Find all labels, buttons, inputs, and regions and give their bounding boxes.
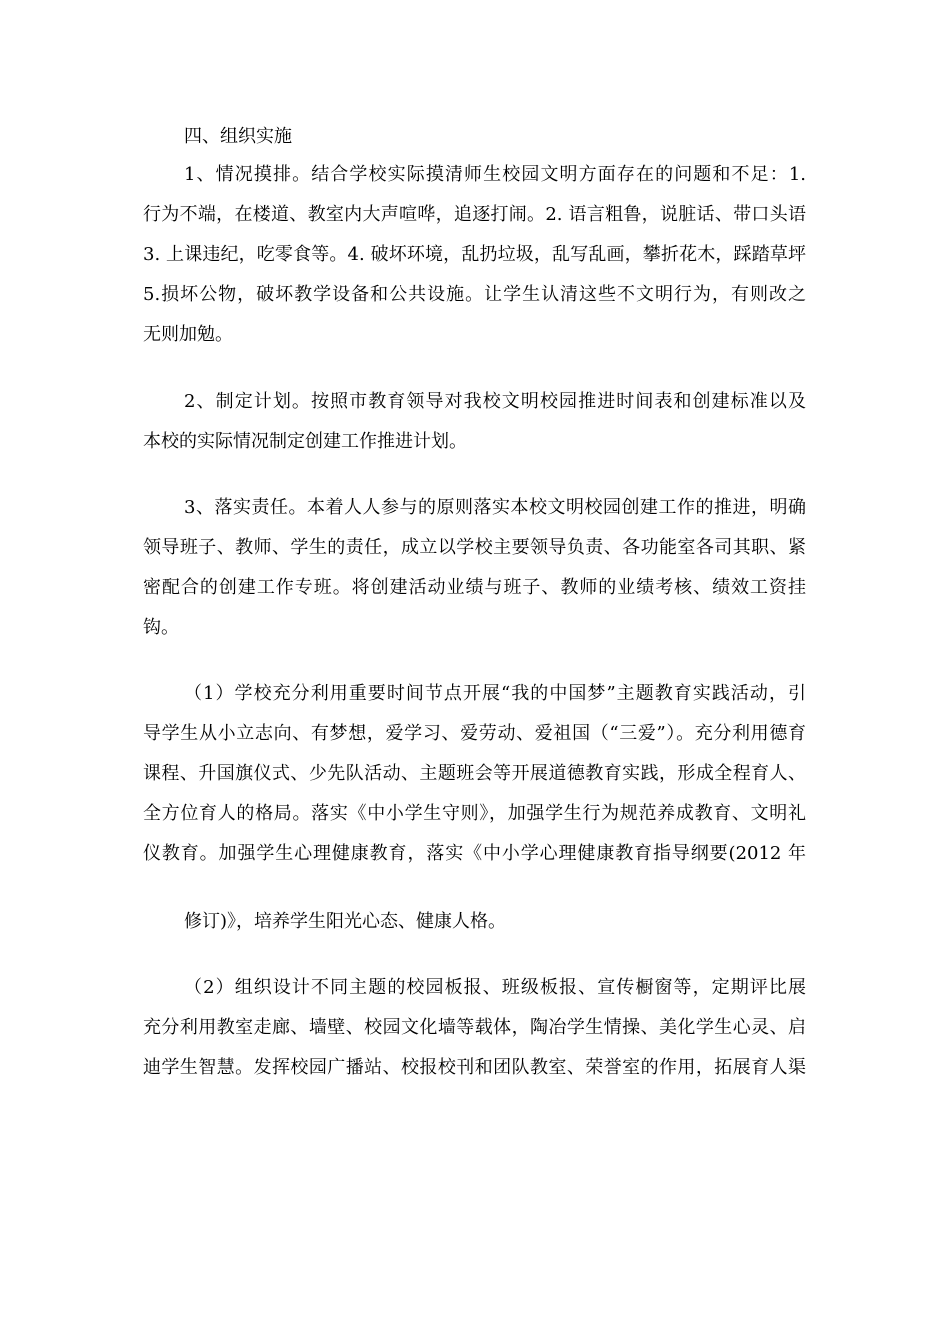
paragraph-1-line-1: 1、情况摸排。结合学校实际摸清师生校园文明方面存在的问题和不足：1. bbox=[184, 164, 806, 185]
paragraph-4-line-1: （1）学校充分利用重要时间节点开展“我的中国梦”主题教育实践活动，引 bbox=[184, 683, 806, 704]
paragraph-3-line-1: 3、落实责任。本着人人参与的原则落实本校文明校园创建工作的推进，明确 bbox=[184, 497, 806, 518]
paragraph-3-line-2: 领导班子、教师、学生的责任，成立以学校主要领导负责、各功能室各司其职、紧 bbox=[143, 537, 806, 558]
paragraph-2-line-2: 本校的实际情况制定创建工作推进计划。 bbox=[143, 431, 467, 452]
paragraph-2-line-1: 2、制定计划。按照市教育领导对我校文明校园推进时间表和创建标准以及 bbox=[184, 391, 806, 412]
paragraph-1-line-4: 5.损坏公物，破坏教学设备和公共设施。让学生认清这些不文明行为，有则改之 bbox=[143, 284, 806, 305]
paragraph-3-line-4: 钩。 bbox=[143, 617, 179, 638]
paragraph-1-line-5: 无则加勉。 bbox=[143, 324, 233, 345]
paragraph-4-line-4: 全方位育人的格局。落实《中小学生守则》，加强学生行为规范养成教育、文明礼 bbox=[143, 803, 806, 824]
paragraph-4-line-2: 导学生从小立志向、有梦想，爱学习、爱劳动、爱祖国（“三爱”）。充分利用德育 bbox=[143, 723, 806, 744]
paragraph-4-line-6: 修订)》，培养学生阳光心态、健康人格。 bbox=[184, 911, 507, 932]
paragraph-1-line-2: 行为不端，在楼道、教室内大声喧哗，追逐打闹。2. 语言粗鲁，说脏话、带口头语 bbox=[143, 204, 806, 225]
paragraph-4-line-5: 仪教育。加强学生心理健康教育，落实《中小学心理健康教育指导纲要(2012 年 bbox=[143, 843, 806, 864]
paragraph-5-line-1: （2）组织设计不同主题的校园板报、班级板报、宣传橱窗等，定期评比展 bbox=[184, 977, 806, 998]
section-heading: 四、组织实施 bbox=[184, 126, 292, 147]
paragraph-3-line-3: 密配合的创建工作专班。将创建活动业绩与班子、教师的业绩考核、绩效工资挂 bbox=[143, 577, 806, 598]
paragraph-5-line-3: 迪学生智慧。发挥校园广播站、校报校刊和团队教室、荣誉室的作用，拓展育人渠 bbox=[143, 1057, 806, 1078]
paragraph-1-line-3: 3. 上课违纪，吃零食等。4. 破坏环境，乱扔垃圾，乱写乱画，攀折花木，踩踏草坪 bbox=[143, 244, 806, 265]
paragraph-5-line-2: 充分利用教室走廊、墙壁、校园文化墙等载体，陶冶学生情操、美化学生心灵、启 bbox=[143, 1017, 806, 1038]
paragraph-4-line-3: 课程、升国旗仪式、少先队活动、主题班会等开展道德教育实践，形成全程育人、 bbox=[143, 763, 806, 784]
